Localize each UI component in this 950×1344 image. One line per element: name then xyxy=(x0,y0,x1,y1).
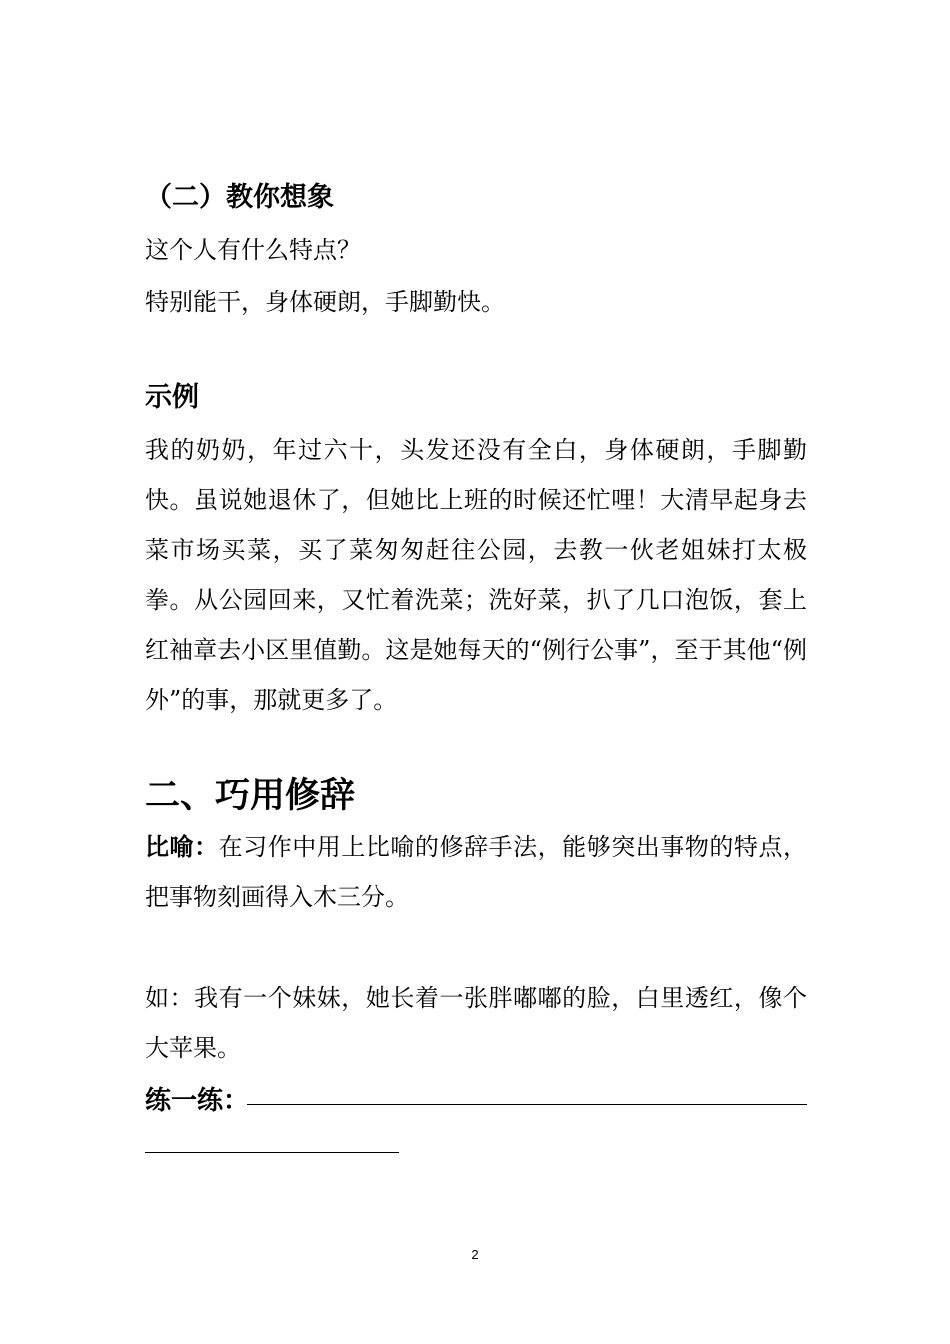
answer-text: 特别能干，身体硬朗，手脚勤快。 xyxy=(145,288,505,316)
sample-sentence: 如：我有一个妹妹，她长着一张胖嘟嘟的脸，白里透红，像个大苹果。 xyxy=(145,984,807,1062)
example-heading: 示例 xyxy=(145,382,199,413)
answer-blank-line-2[interactable] xyxy=(145,1152,399,1153)
rhetoric-heading: 二、巧用修辞 xyxy=(145,776,356,816)
metaphor-text: 在习作中用上比喻的修辞手法，能够突出事物的特点，把事物刻画得入木三分。 xyxy=(145,833,808,911)
metaphor-paragraph xyxy=(145,822,807,922)
example-paragraph: 我的奶奶，年过六十，头发还没有全白，身体硬朗，手脚勤快。虽说她退休了，但她比上班的时候还忙哩！大清早起身去菜市场买菜，买了菜匆匆赶往公园，去教一伙老姐妹打太极拳。从公园回来，又忙着洗菜；洗好菜，扒了几口泡饭，套上红袖章去小区里值勤。这是她每天的“例行公事”，至于其他“例外”的事，那就更多了。 xyxy=(145,436,807,714)
practice-label: 练一练： xyxy=(145,1086,250,1116)
page-number: 2 xyxy=(471,1247,479,1262)
answer-blank-line-1[interactable] xyxy=(247,1104,807,1105)
section-heading-imagine: （二）教你想象 xyxy=(145,182,334,213)
metaphor-label: 比喻： xyxy=(145,833,219,861)
question-text: 这个人有什么特点？ xyxy=(145,236,361,264)
